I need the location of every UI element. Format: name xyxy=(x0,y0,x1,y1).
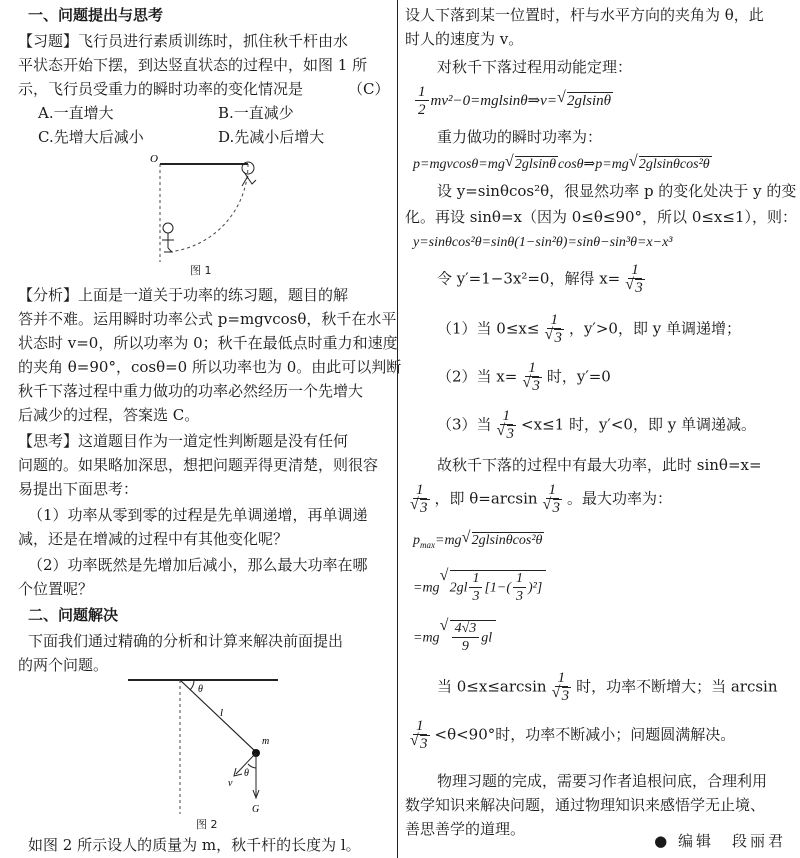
equation-pmax-step2: =mg√ 2gl $\frac{1}{3}$ [1−( $\frac{1}{3}$ )²] xyxy=(413,570,546,606)
exercise-answer: （C） xyxy=(348,80,390,98)
section-heading-1: 一、问题提出与思考 xyxy=(28,6,164,24)
exercise-text: 【习题】飞行员进行素质训练时，抓住秋千杆由水 xyxy=(18,32,349,50)
thinking-text: 【思考】这道题目作为一道定性判断题是没有任何 xyxy=(18,432,349,450)
closing-text: 数学知识来解决问题，通过物理知识来感悟学无止境、 xyxy=(405,796,766,814)
exercise-text: 示，飞行员受重力的瞬时功率的变化情况是 xyxy=(18,80,304,98)
fig2-label-theta-2: θ xyxy=(244,768,249,779)
figure-1 xyxy=(128,152,288,272)
equation-pmax-result: =mg √ $\frac{4√3}{9}$ gl xyxy=(413,620,496,656)
equation-y: y=sinθcos²θ=sinθ(1−sin²θ)=sinθ−sin³θ=x−x³ xyxy=(413,235,673,250)
swing-arc xyxy=(168,164,248,252)
setup-text: 如图 2 所示设人的质量为 m，秋千杆的长度为 l。 xyxy=(28,836,361,854)
angle-arc-bottom xyxy=(248,764,256,768)
text-line: 1 √ 3 ，即 θ=arcsin 1 √ 3 。最大功率为： xyxy=(405,482,672,517)
figure-2-caption: 图 2 xyxy=(196,818,218,831)
question-1: （1）功率从零到零的过程是先单调递增，再单调递 xyxy=(28,506,368,524)
analysis-text: 答并不难。运用瞬时功率公式 p=mgvcosθ，秋千在水平 xyxy=(18,310,397,328)
equation-energy: $\frac{1}{2}$ mv²−0=mglsinθ⇒v=√ 2glsinθ xyxy=(413,84,613,119)
equation-power: p=mgvcosθ=mg√ 2glsinθ cosθ⇒p=mg√ 2glsinθcos²θ xyxy=(413,154,712,176)
solution-intro: 下面我们通过精确的分析和计算来解决前面提出 xyxy=(28,632,344,650)
conclusion-range: 1 √ 3 <θ<90°时，功率不断减小；问题圆满解决。 xyxy=(405,718,735,753)
setup-text: 时人的速度为 v。 xyxy=(405,30,524,48)
column-divider xyxy=(397,0,398,858)
solution-intro: 的两个问题。 xyxy=(18,656,109,674)
option-b: B.一直减少 xyxy=(218,104,294,122)
case-1: （1）当 0≤x≤ 1 √ 3 ，y′>0，即 y 单调递增； xyxy=(437,312,741,347)
thinking-text: 易提出下面思考： xyxy=(18,480,139,498)
fraction: $\frac{1}{2}$ xyxy=(415,84,429,119)
editor-credit: ● 编辑 段丽君 xyxy=(654,832,786,850)
conclusion-range: 当 0≤x≤arcsin 1 √ 3 时，功率不断增大；当 arcsin xyxy=(437,670,778,705)
fig1-label-o: O xyxy=(150,153,158,165)
case-2: （2）当 x= 1 √ 3 时，y′=0 xyxy=(437,360,611,395)
fig2-label-l: l xyxy=(220,707,224,719)
text-line: 化。再设 sinθ=x（因为 0≤θ≤90°，所以 0≤x≤1），则： xyxy=(405,208,798,226)
text-line: 重力做功的瞬时功率为： xyxy=(437,128,603,146)
angle-arc-top xyxy=(190,680,194,690)
question-2: 个位置呢？ xyxy=(18,580,94,598)
analysis-text: 秋千下落过程中重力做功的功率必然经历一个先增大 xyxy=(18,382,364,400)
pilot-bottom-icon xyxy=(163,223,173,233)
figure-2 xyxy=(128,676,278,816)
equation-derivative: 令 y′=1−3x²=0，解得 x= 1 √ 3 xyxy=(437,262,650,297)
analysis-text: 的夹角 θ=90°，cosθ=0 所以功率也为 0。由此可以判断 xyxy=(18,358,402,376)
option-c: C.先增大后减小 xyxy=(38,128,144,146)
option-d: D.先减小后增大 xyxy=(218,128,325,146)
thinking-text: 问题的。如果略加深思，想把问题弄得更清楚，则很容 xyxy=(18,456,379,474)
question-1: 减，还是在增减的过程中有其他变化呢？ xyxy=(18,530,289,548)
fig2-label-m: m xyxy=(262,736,270,747)
text-line: 故秋千下落的过程中有最大功率，此时 sinθ=x= xyxy=(437,456,762,474)
setup-text: 设人下落到某一位置时，杆与水平方向的夹角为 θ，此 xyxy=(405,6,764,24)
text-line: 对秋千下落过程用动能定理： xyxy=(437,58,633,76)
fig2-label-theta: θ xyxy=(198,684,203,695)
analysis-text: 状态时 v=0，所以功率为 0；秋千在最低点时重力和速度 xyxy=(18,334,398,352)
question-2: （2）功率既然是先增加后减小，那么最大功率在哪 xyxy=(28,556,368,574)
closing-text: 物理习题的完成，需要习作者追根问底，合理利用 xyxy=(437,772,768,790)
fig2-label-v: v xyxy=(228,778,233,789)
analysis-text: 后减少的过程，答案选 C。 xyxy=(18,406,200,424)
figure-1-caption: 图 1 xyxy=(190,264,212,277)
case-3: （3）当 1 √ 3 <x≤1 时，y′<0，即 y 单调递减。 xyxy=(437,408,756,443)
fig2-label-g: G xyxy=(252,804,260,815)
closing-text: 善思善学的道理。 xyxy=(405,820,526,838)
exercise-text: 平状态开始下摆，到达竖直状态的过程中，如图 1 所 xyxy=(18,56,368,74)
analysis-text: 【分析】上面是一道关于功率的练习题，题目的解 xyxy=(18,286,349,304)
section-heading-2: 二、问题解决 xyxy=(28,606,119,624)
swing-rod xyxy=(180,680,256,752)
option-a: A.一直增大 xyxy=(38,104,114,122)
equation-pmax: $p_{max}=mg√$ 2glsinθcos²θ xyxy=(413,530,544,556)
pilot-bottom-body xyxy=(162,233,174,252)
text-line: 设 y=sinθcos²θ，很显然功率 p 的变化处决于 y 的变 xyxy=(437,182,797,200)
